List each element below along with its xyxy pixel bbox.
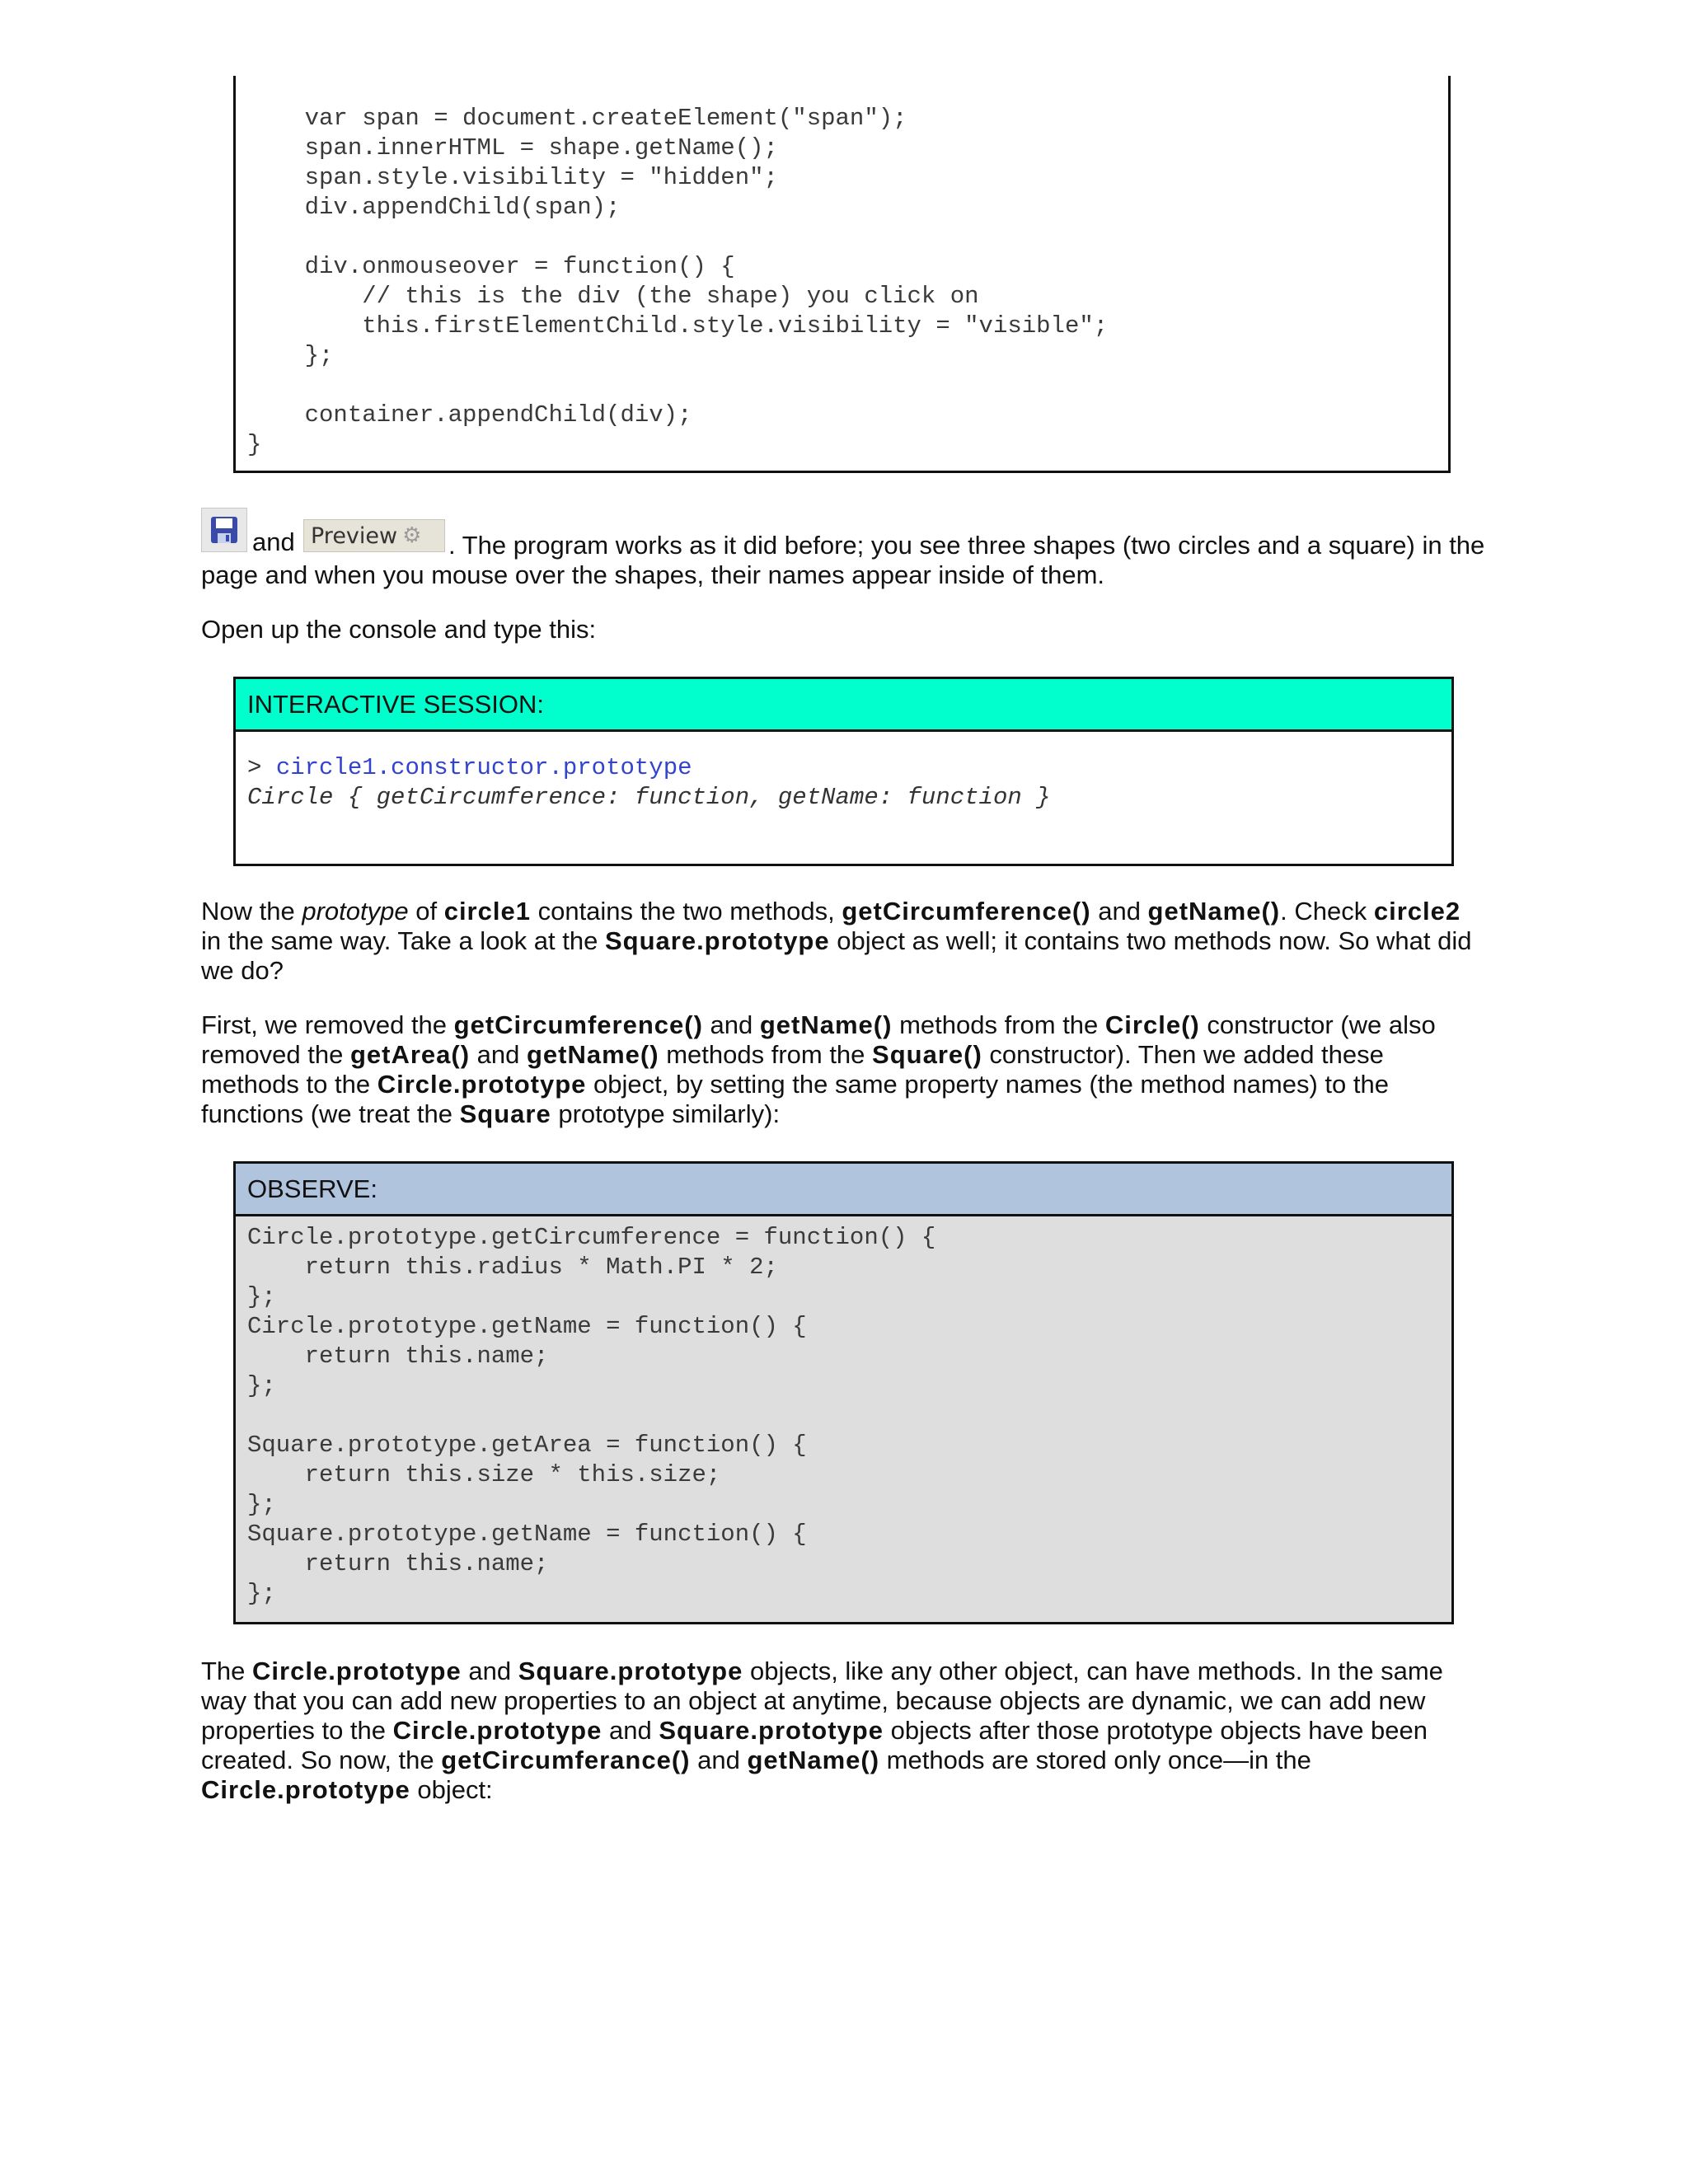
- session-header: INTERACTIVE SESSION:: [236, 679, 1451, 732]
- observe-header: OBSERVE:: [236, 1164, 1451, 1216]
- paragraph-what-we-did: First, we removed the getCircumference() and getName() methods from the Circle() constructor (we also removed the getArea() and getName() methods from the Square() constructor). Then we added these methods to the Circle.prototype object, by setting the same property names (the method names) to the functions (we treat the Square prototype similarly):: [201, 1010, 1436, 1128]
- console-command: circle1.constructor.prototype: [275, 754, 692, 781]
- code-box-continued: [233, 76, 1451, 473]
- and-text: and: [252, 527, 295, 556]
- paragraph-program-works: . The program works as it did before; you see three shapes (two circles and a square) in the page and when you mouse over the shapes, their names appear inside of them.: [201, 531, 1485, 589]
- observe-code: Circle.prototype.getCircumference = function() { return this.radius * Math.PI * 2; }; Circle.prototype.getName = function() { return this.name; }; Square.prototype.getArea = function() { return this.size * this.size; }; Square.prototype.getName = function() { return this.name; };: [247, 1224, 936, 1607]
- paragraph-prototype-objects: The Circle.prototype and Square.prototype objects, like any other object, can have methods. In the same way that you can add new properties to an object at anytime, because objects are dynamic, we can add new properties to the Circle.prototype and Square.prototype objects after those prototype objects have been created. So now, the getCircumferance() and getName() methods are stored only once—in the Circle.prototype object:: [201, 1657, 1443, 1804]
- preview-label: Preview: [311, 523, 398, 549]
- session-command-line: [247, 753, 692, 783]
- observe-body: [236, 1216, 1451, 1622]
- interactive-session-box: [233, 677, 1454, 866]
- code-listing: var span = document.createElement("span"); span.innerHTML = shape.getName(); span.style.visibility = "hidden"; div.appendChild(span); div.onmouseover = function() { // this is the div (the shape) you click on this.firstElementChild.style.visibility = "visible"; }; container.appendChild(div); }: [247, 105, 1109, 458]
- observe-box: [233, 1161, 1454, 1624]
- paragraph-prototype-contains: Now the prototype of circle1 contains the two methods, getCircumference() and getName(). Check circle2 in the same way. Take a look at the Square.prototype object as well; it contains two methods now. So what did we do?: [201, 897, 1472, 985]
- session-body: [236, 732, 1451, 864]
- console-prompt: >: [247, 754, 262, 781]
- paragraph-open-console: Open up the console and type this:: [201, 615, 597, 644]
- gear-icon: ⚙: [402, 523, 422, 548]
- console-result: Circle { getCircumference: function, getName: function }: [247, 784, 1051, 811]
